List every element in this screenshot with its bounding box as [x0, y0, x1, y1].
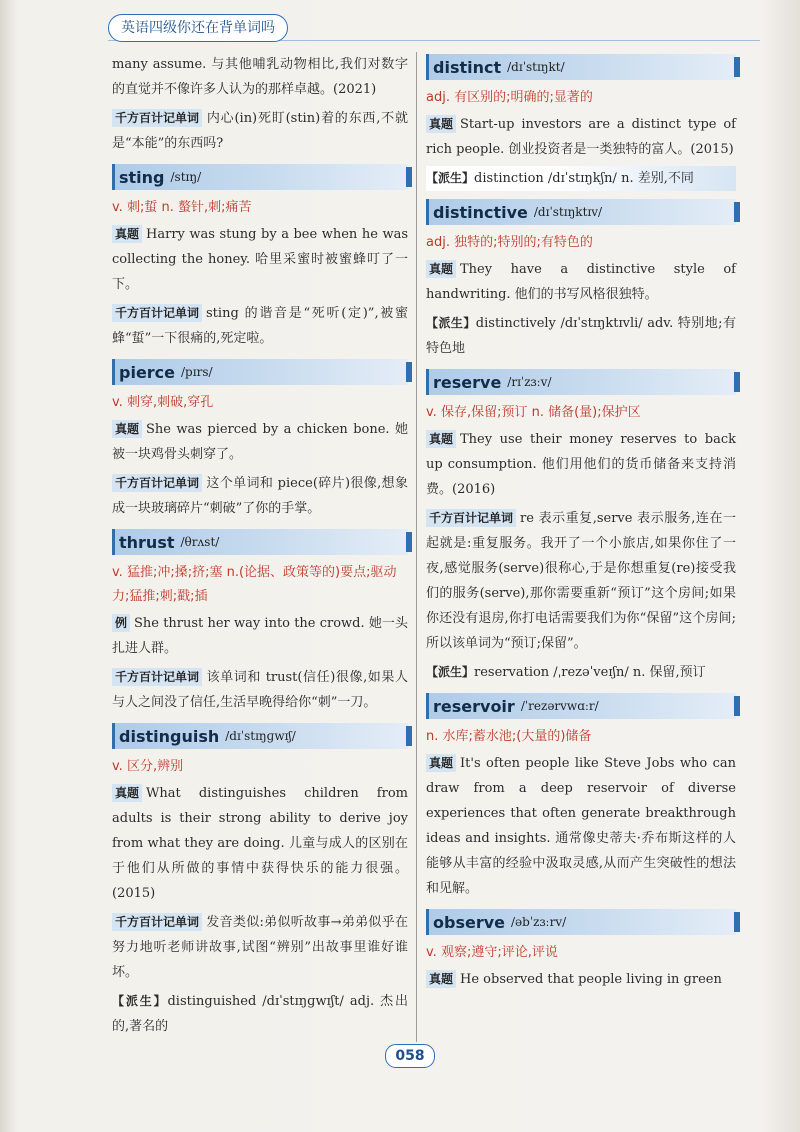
part-of-speech: v. 区分,辨别	[112, 759, 184, 774]
example-sentence	[112, 611, 408, 661]
headword: distinctive	[433, 202, 528, 222]
example-tag: 真题	[426, 115, 456, 133]
example-sentence	[426, 427, 736, 502]
phonetic: /əbˈzɜːrv/	[511, 915, 567, 929]
example-tag: 真题	[112, 784, 142, 802]
book-title-badge: 英语四级你还在背单词吗	[108, 14, 288, 42]
bar-accent	[734, 57, 740, 77]
bar-accent	[734, 912, 740, 932]
example-tag: 真题	[112, 225, 142, 243]
part-of-speech: adj. 有区别的;明确的;显著的	[426, 90, 593, 105]
memo-text: re 表示重复,serve 表示服务,连在一起就是:重复服务。我开了一个小旅店,如果你住了一夜,感觉服务(serve)很称心,于是你想重复(re)接受我们的服务(serve),那你需要重新“预订”这个房间;如果你还没有退房,你打电话需要我们为你“保留”这个房间;所以该单词为“预订;保留”。	[426, 511, 736, 651]
example-text: What distinguishes children from adults is their strong ability to derive joy from what they are doing. 儿童与成人的区别在于他们从所做的事情中获得快乐的能力很强。(2015)	[112, 786, 408, 901]
example-sentence	[426, 967, 736, 992]
part-of-speech: v. 刺穿,刺破,穿孔	[112, 395, 214, 410]
derived-word	[426, 660, 736, 685]
example-tag: 真题	[426, 260, 456, 278]
derived-text: distinction /dɪˈstɪŋkʃn/ n. 差别,不同	[474, 171, 694, 186]
example-text: Start-up investors are a distinct type of rich people. 创业投资者是一类独特的富人。(2015)	[426, 117, 736, 157]
word-header-reservoir	[426, 693, 736, 719]
word-header-thrust	[112, 529, 408, 555]
memory-tip	[112, 301, 408, 351]
memo-text: 这个单词和 piece(碎片)很像,想象成一块玻璃碎片“刺破”了你的手掌。	[112, 476, 408, 516]
headword: reservoir	[433, 696, 515, 716]
bar-accent	[734, 696, 740, 716]
intro-memo	[112, 106, 408, 156]
derived-text: distinctively /dɪˈstɪŋktɪvli/ adv. 特别地;有特色地	[426, 316, 736, 356]
derived-tag: 【派生】	[426, 665, 475, 679]
example-sentence	[426, 257, 736, 307]
memo-tag: 千方百计记单词	[112, 474, 202, 492]
headword: thrust	[119, 532, 175, 552]
example-sentence	[112, 222, 408, 297]
example-text: They have a distinctive style of handwriting. 他们的书写风格很独特。	[426, 262, 736, 302]
example-tag: 真题	[112, 420, 142, 438]
memo-tag: 千方百计记单词	[112, 913, 202, 931]
phonetic: /pɪrs/	[181, 365, 213, 379]
example-text: He observed that people living in green	[460, 972, 722, 987]
memory-tip	[112, 471, 408, 521]
phonetic: /θrʌst/	[180, 535, 220, 549]
column-divider	[416, 52, 417, 1042]
intro-paragraph: many assume. 与其他哺乳动物相比,我们对数字的直觉并不像许多人认为的那样卓越。(2021)	[112, 57, 408, 97]
memory-tip	[112, 910, 408, 985]
headword: reserve	[433, 372, 502, 392]
part-of-speech: v. 猛推;冲;搡;挤;塞 n.(论据、政策等的)要点;驱动力;猛推;刺;戳;插	[112, 565, 397, 604]
phonetic: /dɪˈstɪŋkt/	[507, 60, 565, 74]
memo-text: sting 的谐音是“死听(定)”,被蜜蜂“蜇”一下很痛的,死定啦。	[112, 306, 408, 346]
part-of-speech: v. 观察;遵守;评论,评说	[426, 945, 558, 960]
memory-tip	[426, 506, 736, 656]
memo-tag: 千方百计记单词	[112, 304, 202, 322]
word-header-distinctive	[426, 199, 736, 225]
example-text: It's often people like Steve Jobs who can draw from a deep reservoir of diverse experiences that often generate breakthrough ideas and insights. 通常像史蒂夫·乔布斯这样的人能够从丰富的经验中汲取灵感,从而产生突破性的想法和见解。	[426, 756, 736, 896]
memo-text: 内心(in)死盯(stin)着的东西,不就是“本能”的东西吗?	[112, 111, 408, 151]
example-sentence	[426, 751, 736, 901]
phonetic: /dɪˈstɪŋktɪv/	[533, 205, 603, 219]
phonetic: /stɪŋ/	[170, 170, 202, 184]
word-header-pierce	[112, 359, 408, 385]
right-column	[426, 52, 736, 996]
memo-text: 该单词和 trust(信任)很像,如果人与人之间没了信任,生活早晚得给你“刺”一刀。	[112, 670, 408, 710]
derived-tag: 【派生】	[426, 316, 476, 330]
memory-tip	[112, 665, 408, 715]
headword: sting	[119, 167, 165, 187]
example-text: Harry was stung by a bee when he was collecting the honey. 哈里采蜜时被蜜蜂叮了一下。	[112, 227, 408, 292]
bar-accent	[406, 167, 412, 187]
example-sentence	[112, 781, 408, 906]
bar-accent	[406, 532, 412, 552]
bar-accent	[734, 202, 740, 222]
derived-tag: 【派生】	[112, 994, 168, 1008]
example-text: She thrust her way into the crowd. 她一头扎进人群。	[112, 616, 408, 656]
headword: pierce	[119, 362, 176, 382]
phonetic: /rɪˈzɜːv/	[507, 375, 552, 389]
derived-word	[426, 166, 736, 191]
derived-word	[426, 311, 736, 361]
memo-tag: 千方百计记单词	[112, 109, 202, 127]
example-text: They use their money reserves to back up consumption. 他们用他们的货币储备来支持消费。(2016)	[426, 432, 736, 497]
word-header-sting	[112, 164, 408, 190]
headword: observe	[433, 912, 505, 932]
example-sentence	[426, 112, 736, 162]
phonetic: /ˈrezərvwɑːr/	[520, 699, 599, 713]
word-header-distinct	[426, 54, 736, 80]
part-of-speech: adj. 独特的;特别的;有特色的	[426, 235, 593, 250]
memo-tag: 千方百计记单词	[426, 509, 516, 527]
bar-accent	[406, 362, 412, 382]
part-of-speech: v. 保存,保留;预订 n. 储备(量);保护区	[426, 405, 641, 420]
word-header-reserve	[426, 369, 736, 395]
memo-tag: 千方百计记单词	[112, 668, 202, 686]
bar-accent	[734, 372, 740, 392]
word-header-observe	[426, 909, 736, 935]
derived-tag: 【派生】	[426, 171, 475, 185]
example-sentence	[112, 417, 408, 467]
memo-text: 发音类似:弟似听故事→弟弟似乎在努力地听老师讲故事,试图“辨别”出故事里谁好谁坏。	[112, 915, 408, 980]
part-of-speech: v. 刺;蜇 n. 螯针,刺;痛苦	[112, 200, 252, 215]
derived-text: distinguished /dɪˈstɪŋɡwɪʃt/ adj. 杰出的,著名的	[112, 994, 408, 1034]
part-of-speech: n. 水库;蓄水池;(大量的)储备	[426, 729, 592, 744]
example-tag: 真题	[426, 754, 456, 772]
left-column	[112, 52, 408, 1043]
example-tag: 例	[112, 614, 130, 632]
headword: distinct	[433, 57, 502, 77]
page-number: 058	[385, 1044, 435, 1068]
example-tag: 真题	[426, 970, 456, 988]
example-tag: 真题	[426, 430, 456, 448]
bar-accent	[406, 726, 412, 746]
headword: distinguish	[119, 726, 220, 746]
phonetic: /dɪˈstɪŋɡwɪʃ/	[225, 729, 296, 743]
derived-text: reservation /ˌrezəˈveɪʃn/ n. 保留,预订	[474, 665, 706, 680]
word-header-distinguish	[112, 723, 408, 749]
example-text: She was pierced by a chicken bone. 她被一块鸡骨头刺穿了。	[112, 422, 408, 462]
derived-word	[112, 989, 408, 1039]
